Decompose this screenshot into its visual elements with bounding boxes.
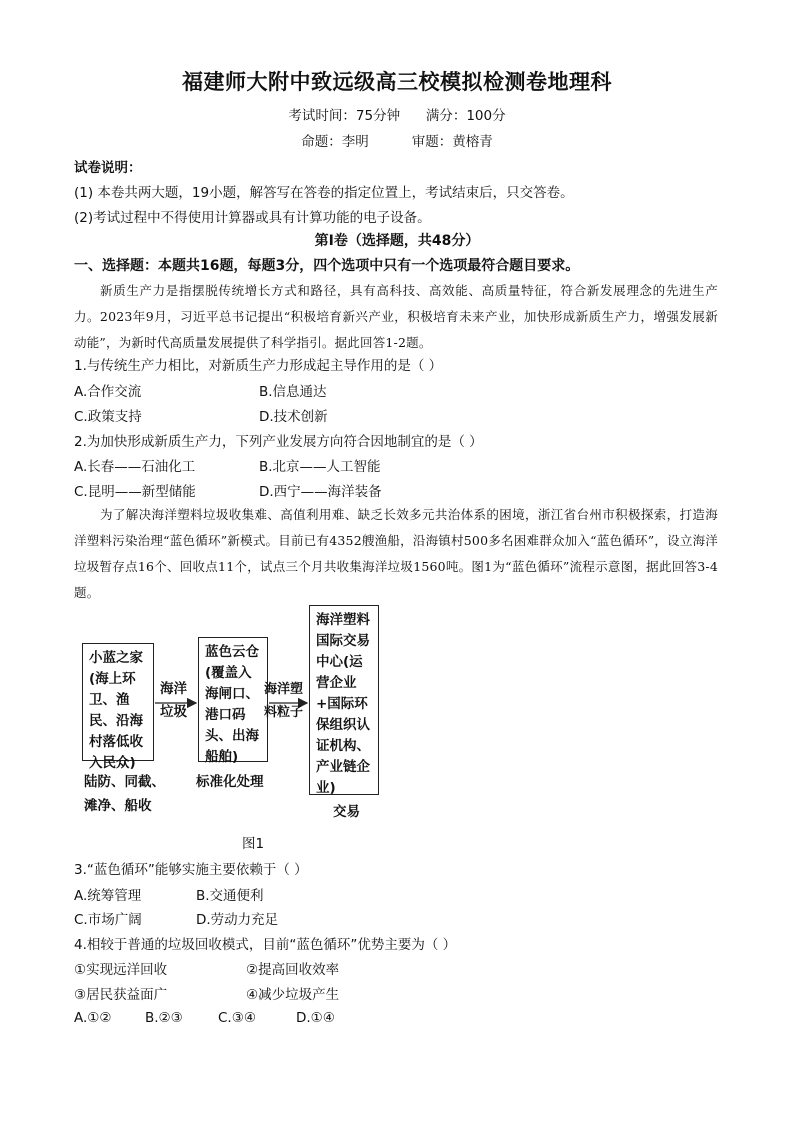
question-2-option-c: C.昆明——新型储能 xyxy=(74,484,196,500)
question-1-stem: 1.与传统生产力相比，对新质生产力形成起主导作用的是（ ） xyxy=(74,358,443,374)
caption-processing: 标准化处理 xyxy=(196,774,264,790)
figure-label: 图1 xyxy=(242,836,265,852)
box-trading-center: 海洋塑料国际交易中心(运营企业+国际环保组织认证机构、产业链企业) xyxy=(309,605,379,795)
question-4-statement-4: ④减少垃圾产生 xyxy=(246,987,340,1003)
exam-info: 考试时间：75分钟 满分：100分 xyxy=(288,108,506,124)
question-4-stem: 4.相较于普通的垃圾回收模式，目前“蓝色循环”优势主要为（ ） xyxy=(74,937,457,953)
question-2-option-d: D.西宁——海洋装备 xyxy=(259,484,382,500)
question-4-option-d: D.①④ xyxy=(296,1010,335,1026)
question-3-option-d: D.劳动力充足 xyxy=(196,912,279,928)
question-1-option-b: B.信息通达 xyxy=(259,384,327,400)
arrow-label-ocean-waste: 海洋垃圾 xyxy=(160,681,187,720)
box-blue-cloud-warehouse: 蓝色云仓(覆盖入海闸口、港口码头、出海船舶) xyxy=(198,637,268,762)
authors: 命题：李明 审题：黄榕青 xyxy=(301,134,493,150)
caption-collection-2: 滩净、船收 xyxy=(84,798,152,814)
question-4-statement-1: ①实现远洋回收 xyxy=(74,962,168,978)
question-4-option-c: C.③④ xyxy=(218,1010,256,1026)
instruction-item: (2)考试过程中不得使用计算器或具有计算功能的电子设备。 xyxy=(74,210,431,226)
caption-trading: 交易 xyxy=(333,804,360,820)
question-4-option-a: A.①② xyxy=(74,1010,112,1026)
arrow-label-plastic-pellets: 海洋塑料粒子 xyxy=(264,682,304,720)
caption-collection-1: 陆防、同截、 xyxy=(84,774,165,790)
instruction-item: (1) 本卷共两大题，19小题，解答写在答卷的指定位置上，考试结束后，只交答卷。 xyxy=(74,185,574,201)
section-heading: 一、选择题：本题共16题，每题3分，四个选项中只有一个选项最符合题目要求。 xyxy=(74,258,580,274)
question-4-option-b: B.②③ xyxy=(145,1010,183,1026)
box-xiaolan-home: 小蓝之家(海上环卫、渔民、沿海村落低收入民众) xyxy=(82,643,154,761)
question-3-option-a: A.统筹管理 xyxy=(74,888,142,904)
passage-1: 新质生产力是指摆脱传统增长方式和路径，具有高科技、高效能、高质量特征，符合新发展理念的先进生产力。2023年9月，习近平总书记提出“积极培育新兴产业，积极培育未来产业，加快形成新质生产力，增强发展新动能”，为新时代高质量发展提供了科学指引。据此回答1-2题。 xyxy=(74,283,718,350)
page-title: 福建师大附中致远级高三校模拟检测卷地理科 xyxy=(182,69,612,94)
question-2-stem: 2.为加快形成新质生产力，下列产业发展方向符合因地制宜的是（ ） xyxy=(74,434,483,450)
part1-heading: 第Ⅰ卷（选择题，共48分） xyxy=(314,233,480,249)
question-2-option-a: A.长春——石油化工 xyxy=(74,459,196,475)
instructions-heading: 试卷说明： xyxy=(74,160,142,176)
question-4-statement-2: ②提高回收效率 xyxy=(246,962,340,978)
question-3-stem: 3.“蓝色循环”能够实施主要依赖于（ ） xyxy=(74,862,308,878)
question-3-option-b: B.交通便利 xyxy=(196,888,264,904)
question-1-option-d: D.技术创新 xyxy=(259,409,328,425)
passage-2: 为了解决海洋塑料垃圾收集难、高值利用难、缺乏长效多元共治体系的困境，浙江省台州市积极探索，打造海洋塑料污染治理“蓝色循环”新模式。目前已有4352艘渔船，沿海镇村500多名困难群众加入“蓝色循环”，设立海洋垃圾暂存点16个、回收点11个，试点三个月共收集海洋垃圾1560吨。图1为“蓝色循环”流程示意图，据此回答3-4题。 xyxy=(74,507,718,600)
question-2-option-b: B.北京——人工智能 xyxy=(259,459,381,475)
question-3-option-c: C.市场广阔 xyxy=(74,912,142,928)
question-4-statement-3: ③居民获益面广 xyxy=(74,987,168,1003)
question-1-option-a: A.合作交流 xyxy=(74,384,142,400)
question-1-option-c: C.政策支持 xyxy=(74,409,142,425)
